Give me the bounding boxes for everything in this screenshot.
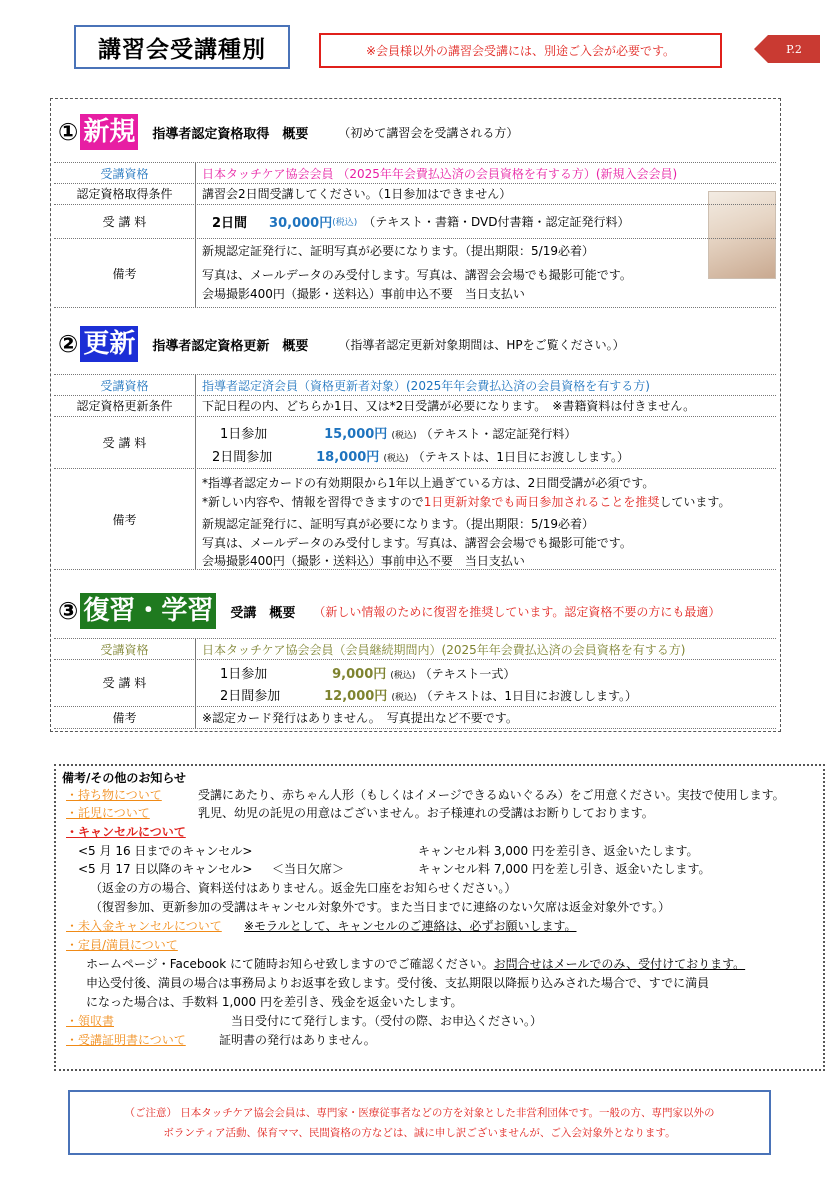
fee-price: 18,000円 <box>316 450 380 465</box>
row-remarks <box>54 707 776 729</box>
row-label: 備考 <box>54 239 196 307</box>
notice-text: お問合せはメールでのみ、受付けております。 <box>493 957 746 971</box>
row-value: 日本タッチケア協会会員（会員継続期間内）(2025年年会費払込済の会員資格を有する方) <box>202 642 686 657</box>
row-value: 講習会2日間受講してください。（1日参加はできません） <box>202 187 512 201</box>
notice-text: 申込受付後、満員の場合は事務局よりお返事を致します。受付後、支払期限以降振り込みされた場合で、すでに満員 <box>86 976 710 990</box>
row-label: 認定資格取得条件 <box>54 183 196 204</box>
cancel-note: （復習参加、更新参加の受講はキャンセル対象外です。また当日までに連絡のない欠席は返金対象外です。） <box>90 900 671 914</box>
fee-days: 2日間参加 <box>220 689 281 704</box>
notice-text: 当日受付にて発行します。（受付の際、お申込ください。） <box>231 1014 543 1028</box>
section-note: （初めて講習会を受講される方） <box>338 125 519 140</box>
fee-tax: (税込) <box>391 431 417 441</box>
fee-price: 15,000円 <box>324 427 388 442</box>
row-label: 認定資格更新条件 <box>54 395 196 416</box>
remark-line: 写真は、メールデータのみ受付します。写真は、講習会会場でも撮影可能です。 <box>202 536 632 550</box>
row-remarks <box>54 239 776 308</box>
fee-days: 2日間 <box>212 216 248 231</box>
notice-label: ・キャンセルについて <box>66 825 186 839</box>
section-note: （新しい情報のために復習を推奨しています。認定資格不要の方にも最適） <box>313 604 721 619</box>
notice-label: ・定員/満員について <box>66 938 178 952</box>
fee-tax: (税込) <box>383 454 409 464</box>
row-condition <box>54 395 776 417</box>
section-title: 指導者認定資格取得 概要 <box>152 126 309 142</box>
remark-line: *指導者認定カードの有効期限から1年以上過ぎている方は、2日間受講が必須です。 <box>202 476 655 490</box>
fee-price: 9,000円 <box>332 667 387 682</box>
row-value: ※認定カード発行はありません。 写真提出など不要です。 <box>202 711 518 725</box>
member-notice <box>319 33 722 68</box>
remark-text: しています。 <box>659 495 731 509</box>
row-label: 受講資格 <box>54 639 196 659</box>
row-value: 下記日程の内、どちらか1日、又は*2日受講が必要になります。 ※書籍資料は付きません。 <box>202 399 696 413</box>
fee-days: 1日参加 <box>220 667 268 682</box>
row-fee <box>54 417 776 469</box>
remark-line: 新規認定証発行に、証明写真が必要になります。（提出期限：5/19必着） <box>202 517 594 531</box>
row-value: 指導者認定済会員（資格更新者対象）(2025年年会費払込済の会員資格を有する方) <box>202 378 650 393</box>
row-qualification <box>54 162 776 184</box>
row-label: 受 講 料 <box>54 205 196 238</box>
page-title: 講習会受講種別 <box>74 25 290 69</box>
fee-price: 12,000円 <box>324 689 388 704</box>
section-title: 指導者認定資格更新 概要 <box>152 338 309 354</box>
fee-days: 1日参加 <box>220 427 268 442</box>
row-label: 受 講 料 <box>54 659 196 706</box>
section-review-header <box>58 591 720 631</box>
page-tag-arrow-icon <box>754 35 768 63</box>
fee-price: 30,000円 <box>269 216 333 231</box>
page-number: P.2 <box>768 35 820 63</box>
remark-line: 写真は、メールデータのみ受付します。写真は、講習会会場でも撮影可能です。 <box>202 268 632 282</box>
cancel-period: <5 月 16 日までのキャンセル> <box>78 844 253 858</box>
section-number: ① <box>58 118 79 146</box>
notice-label: ・持ち物について <box>66 788 162 802</box>
row-remarks <box>54 469 776 570</box>
section-number: ③ <box>58 597 79 625</box>
notice-label: ・未入金キャンセルについて <box>66 919 222 933</box>
cancel-fee: キャンセル料 3,000 円を差引き、返金いたします。 <box>418 844 699 858</box>
cancel-period: <5 月 17 日以降のキャンセル> <box>78 862 253 876</box>
section-note: （指導者認定更新対象期間は、HPをご覧ください。） <box>338 337 625 352</box>
row-label: 受 講 料 <box>54 417 196 468</box>
section-tag-renew: 更新 <box>80 326 138 362</box>
notice-label: ・託児について <box>66 806 150 820</box>
fee-tax: (税込) <box>390 671 416 681</box>
notice-text: ホームページ・Facebook にて随時お知らせ致しますのでご確認ください。 <box>86 957 494 971</box>
row-label: 備考 <box>54 469 196 569</box>
cancel-fee: キャンセル料 7,000 円を差し引き、返金いたします。 <box>418 862 711 876</box>
notice-text: 受講にあたり、赤ちゃん人形（もしくはイメージできるぬいぐるみ）をご用意ください。実技で使用します。 <box>198 788 785 802</box>
fee-days: 2日間参加 <box>212 450 273 465</box>
row-label: 受講資格 <box>54 375 196 395</box>
remark-highlight: 1日更新対象でも両日参加されることを推奨 <box>423 495 660 509</box>
fee-note: （テキスト一式） <box>419 667 516 681</box>
remark-line: 会場撮影400円（撮影・送料込）事前申込不要 当日支払い <box>202 554 525 568</box>
fee-tax: (税込) <box>391 693 417 703</box>
fee-note: （テキストは、1日目にお渡しします。） <box>420 689 638 703</box>
remark-line: 新規認定証発行に、証明写真が必要になります。（提出期限：5/19必着） <box>202 244 594 258</box>
notice-text: 乳児、幼児の託児の用意はございません。お子様連れの受講はお断りしております。 <box>198 806 654 820</box>
section-tag-new: 新規 <box>80 114 138 150</box>
other-notices-box <box>54 764 825 1071</box>
notice-label: ・領収書 <box>66 1014 115 1028</box>
notice-text: になった場合は、手数料 1,000 円を差引き、残金を返金いたします。 <box>86 995 463 1009</box>
row-fee <box>54 205 776 239</box>
fee-note: （テキスト・書籍・DVD付書籍・認定証発行料） <box>363 215 630 229</box>
cancel-absence: ＜当日欠席＞ <box>272 862 345 876</box>
row-label: 備考 <box>54 707 196 728</box>
remark-text: *新しい内容や、情報を習得できますので <box>202 495 424 509</box>
row-condition <box>54 183 776 205</box>
footer-caution <box>68 1090 771 1155</box>
fee-note: （テキスト・認定証発行料） <box>420 427 577 441</box>
section-title: 受講 概要 <box>230 605 296 621</box>
fee-tax: (税込) <box>332 218 358 228</box>
cancel-note: （返金の方の場合、資料送付はありません。返金先口座をお知らせください。） <box>90 881 517 895</box>
notice-text: 証明書の発行はありません。 <box>219 1033 376 1047</box>
fee-note: （テキストは、1日目にお渡しします。） <box>412 450 630 464</box>
row-label: 受講資格 <box>54 163 196 183</box>
section-number: ② <box>58 330 79 358</box>
notice-label: ・受講証明書について <box>66 1033 186 1047</box>
footer-line: （ご注意） 日本タッチケア協会会員は、専門家・医療従事者などの方を対象とした非営利団体です。一般の方、専門家以外の <box>124 1106 715 1119</box>
footer-line: ボランティア活動、保育ママ、民間資格の方などは、誠に申し訳ございませんが、ご入会対象外となります。 <box>163 1126 676 1139</box>
section-new-header <box>58 112 518 152</box>
remark-line: 会場撮影400円（撮影・送料込）事前申込不要 当日支払い <box>202 287 525 301</box>
row-fee <box>54 659 776 707</box>
notices-heading: 備考/その他のお知らせ <box>62 771 187 785</box>
section-renew-header <box>58 324 625 364</box>
row-qualification <box>54 638 776 660</box>
page-number-tag <box>754 35 820 63</box>
notice-text: ※モラルとして、キャンセルのご連絡は、必ずお願いします。 <box>244 919 577 933</box>
row-qualification <box>54 374 776 396</box>
member-notice-text: ※会員様以外の講習会受講には、別途ご入会が必要です。 <box>365 44 676 58</box>
remark-line <box>202 493 730 510</box>
row-value: 日本タッチケア協会会員 （2025年年会費払込済の会員資格を有する方）(新規入会会員) <box>202 166 678 181</box>
section-tag-review: 復習・学習 <box>80 593 216 629</box>
